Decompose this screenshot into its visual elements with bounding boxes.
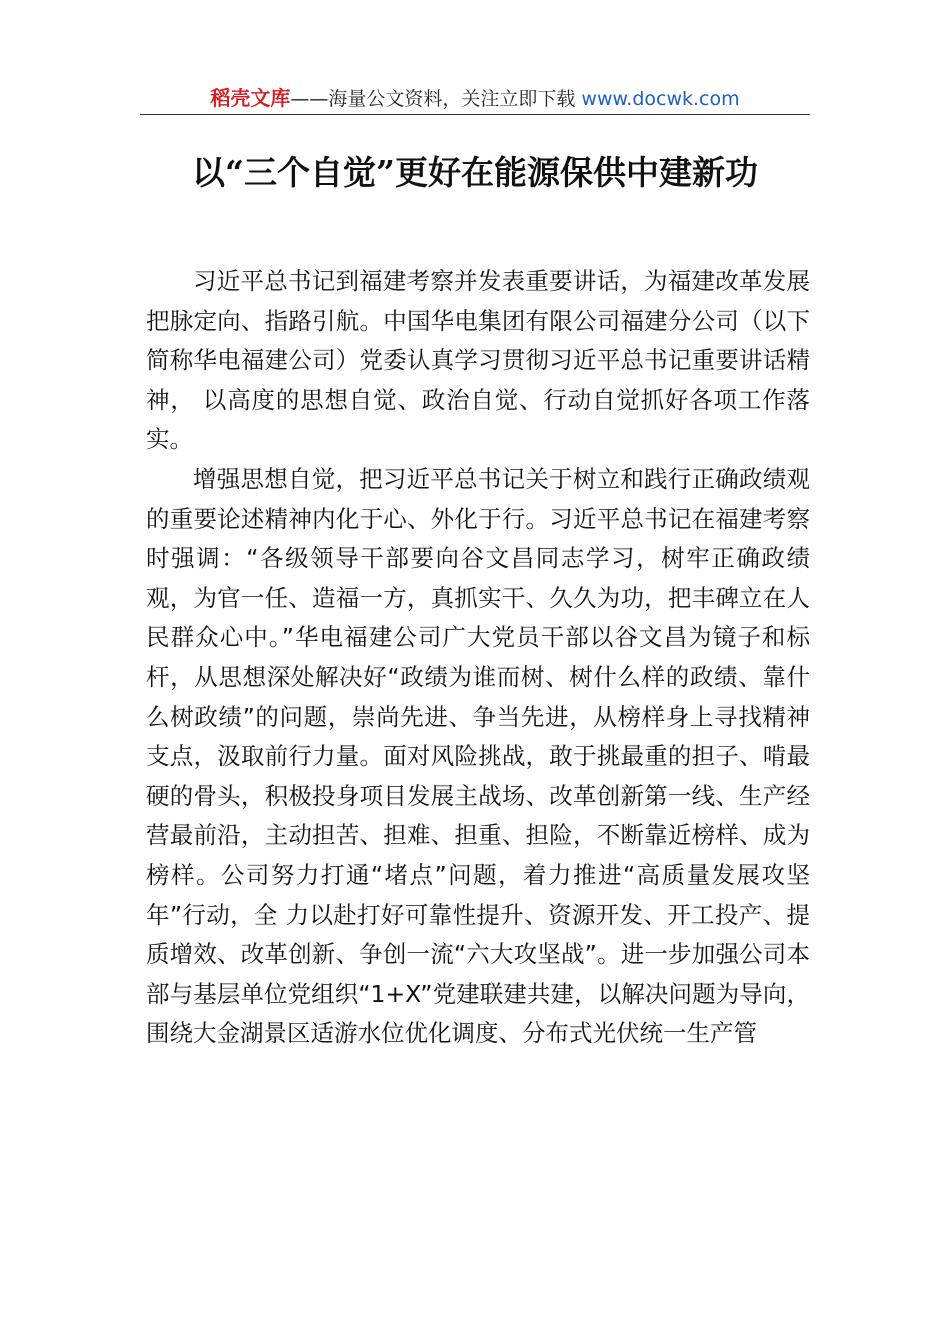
header-divider (140, 114, 810, 115)
page-header (140, 82, 810, 114)
brand-name: 稻壳文库 (210, 86, 291, 110)
header-slogan: ——海量公文资料，关注立即下载 (290, 88, 576, 110)
document-title: 以“三个自觉”更好在能源保供中建新功 (192, 153, 758, 192)
body-paragraph-1: 习近平总书记到福建考察并发表重要讲话，为福建改革发展把脉定向、指路引航。中国华电集团有限公司福建分公司（以下简称华电福建公司）党委认真学习贯彻习近平总书记重要讲话精神， 以高度的思想自觉、政治自觉、行动自觉抓好各项工作落实。 (146, 267, 810, 454)
site-url-link[interactable]: www.docwk.com (581, 88, 740, 110)
body-paragraph-2: 增强思想自觉，把习近平总书记关于树立和践行正确政绩观的重要论述精神内化于心、外化于行。习近平总书记在福建考察时强调：“各级领导干部要向谷文昌同志学习，树牢正确政绩观，为官一任、造福一方，真抓实干、久久为功，把丰碑立在人民群众心中。”华电福建公司广大党员干部以谷文昌为镜子和标杆，从思想深处解决好“政绩为谁而树、树什么样的政绩、靠什么树政绩”的问题，崇尚先进、争当先进，从榜样身上寻找精神支点，汲取前行力量。面对风险挑战，敢于挑最重的担子、啃最硬的骨头，积极投身项目发展主战场、改革创新第一线、生产经营最前沿，主动担苦、担难、担重、担险，不断靠近榜样、成为榜样。公司努力打通“堵点”问题，着力推进“高质量发展攻坚年”行动，全 力以赴打好可靠性提升、资源开发、开工投产、提质增效、改革创新、争创一流“六大攻坚战”。进一步加强公司本部与基层单位党组织“1+X”党建联建共建，以解决问题为导向， 围绕大金湖景区适游水位优化调度、分布式光伏统一生产管 (146, 464, 810, 1048)
document-body (146, 262, 810, 1054)
